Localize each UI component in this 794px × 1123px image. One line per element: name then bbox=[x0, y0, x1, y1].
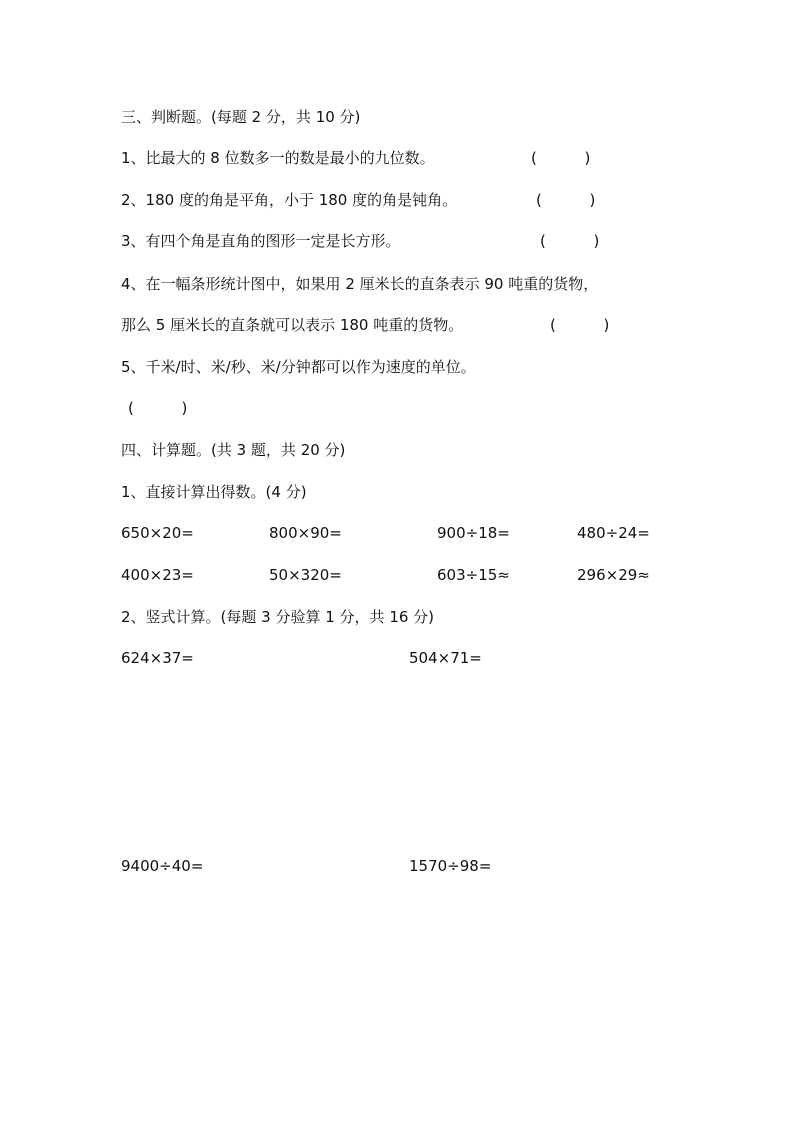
calc-1-8: 296×29≈ bbox=[577, 566, 650, 584]
calc-1-3: 900÷18= bbox=[437, 524, 510, 542]
section-3-heading: 三、判断题。(每题 2 分，共 10 分) bbox=[121, 108, 361, 126]
calc-1-5: 400×23= bbox=[121, 566, 194, 584]
judge-item-4-line1: 4、在一幅条形统计图中，如果用 2 厘米长的直条表示 90 吨重的货物， bbox=[121, 275, 599, 293]
calc-part-1-title: 1、直接计算出得数。(4 分) bbox=[121, 483, 307, 501]
calc-1-7: 603÷15≈ bbox=[437, 566, 510, 584]
judge-item-4-blank[interactable]: ( ) bbox=[550, 316, 610, 334]
section-4-heading: 四、计算题。(共 3 题，共 20 分) bbox=[121, 441, 346, 459]
vertical-calc-1: 624×37= bbox=[121, 649, 194, 667]
calc-1-1: 650×20= bbox=[121, 524, 194, 542]
judge-item-2-blank[interactable]: ( ) bbox=[536, 191, 596, 209]
vertical-calc-3: 9400÷40= bbox=[121, 857, 204, 875]
calc-1-4: 480÷24= bbox=[577, 524, 650, 542]
vertical-calc-4: 1570÷98= bbox=[409, 857, 492, 875]
judge-item-1: 1、比最大的 8 位数多一的数是最小的九位数。 bbox=[121, 149, 435, 167]
judge-item-3-blank[interactable]: ( ) bbox=[540, 232, 600, 250]
judge-item-5: 5、千米/时、米/秒、米/分钟都可以作为速度的单位。 bbox=[121, 358, 476, 376]
judge-item-3: 3、有四个角是直角的图形一定是长方形。 bbox=[121, 232, 401, 250]
calc-part-2-title: 2、竖式计算。(每题 3 分验算 1 分，共 16 分) bbox=[121, 608, 435, 626]
vertical-calc-2: 504×71= bbox=[409, 649, 482, 667]
judge-item-4-line2: 那么 5 厘米长的直条就可以表示 180 吨重的货物。 bbox=[121, 316, 464, 334]
calc-1-2: 800×90= bbox=[269, 524, 342, 542]
calc-1-6: 50×320= bbox=[269, 566, 342, 584]
judge-item-2: 2、180 度的角是平角，小于 180 度的角是钝角。 bbox=[121, 191, 458, 209]
judge-item-5-blank[interactable]: ( ) bbox=[128, 399, 188, 417]
judge-item-1-blank[interactable]: ( ) bbox=[531, 149, 591, 167]
